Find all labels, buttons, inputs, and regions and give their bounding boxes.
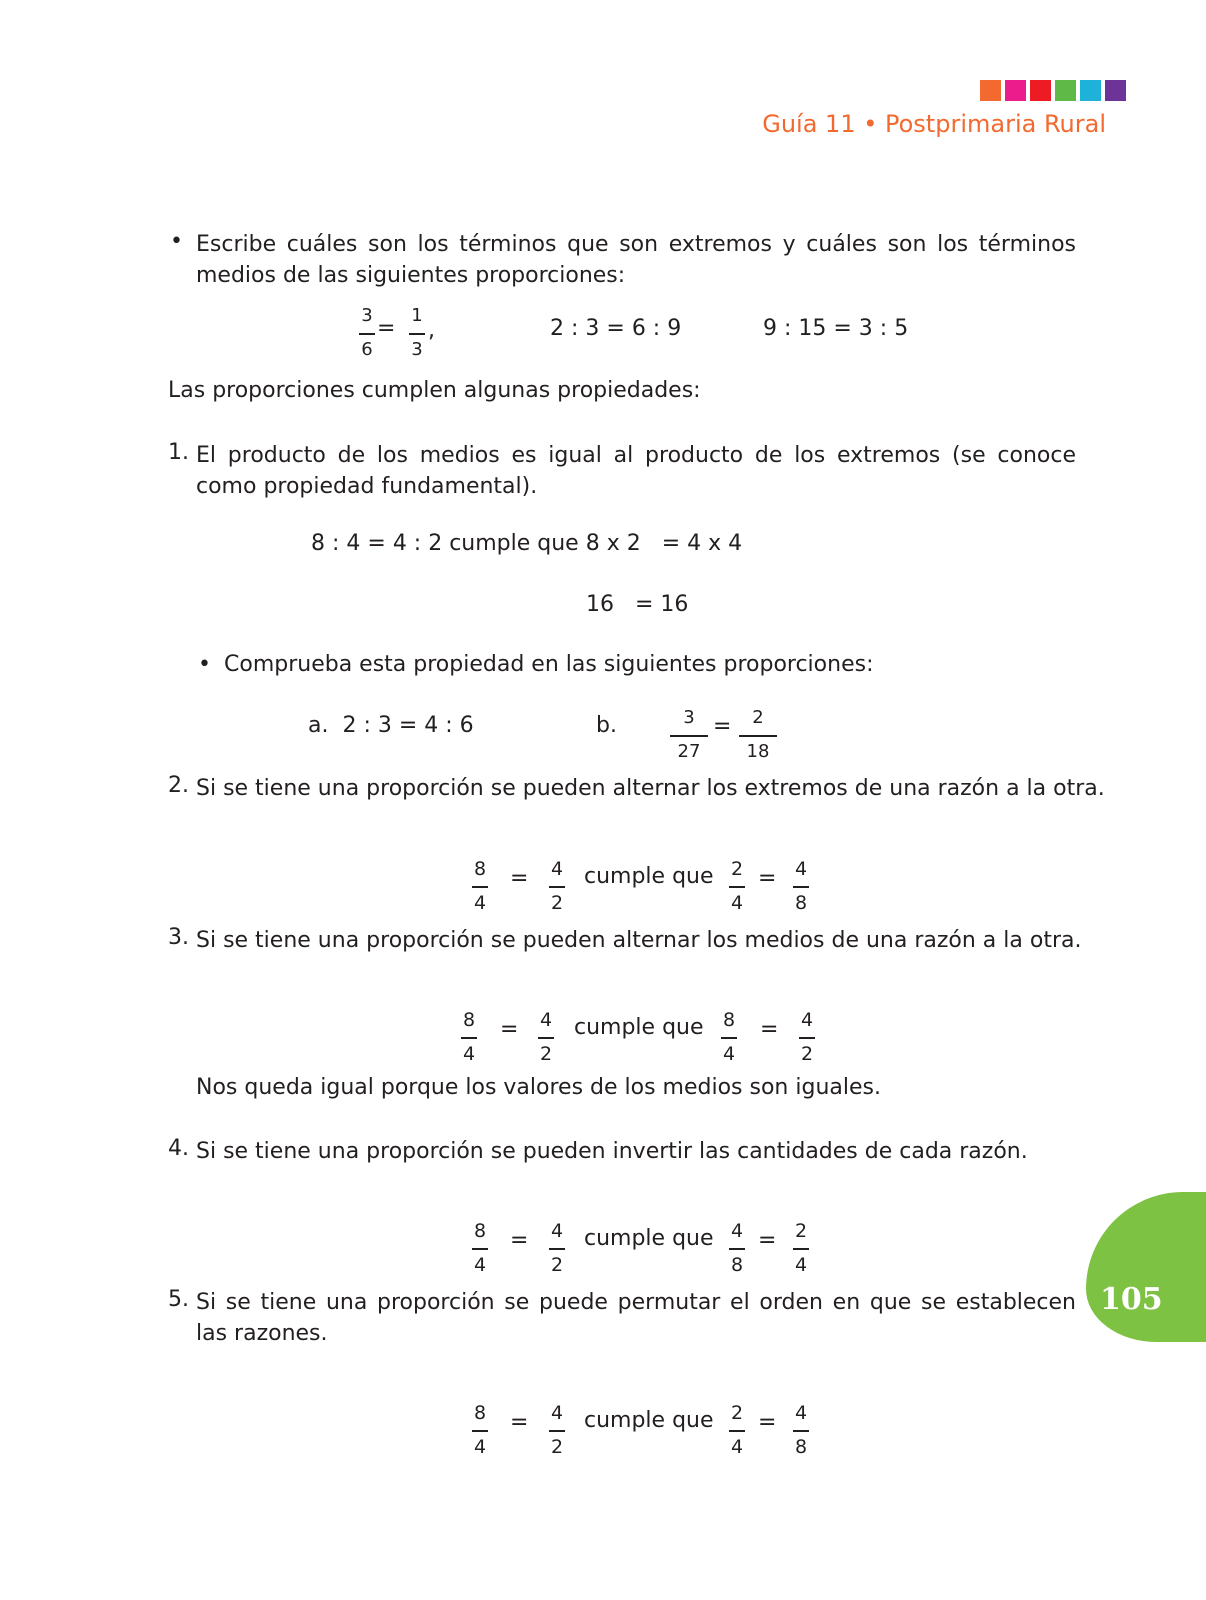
equals-sign: = — [760, 1017, 779, 1042]
prop1-text: El producto de los medios es igual al producto de los extremos (se conoce como propiedad fundamental). — [196, 443, 1076, 499]
comma: , — [428, 318, 435, 343]
bullet1-text: Escribe cuáles son los términos que son extremos y cuáles son los términos medios de las siguientes proporciones: — [196, 232, 1076, 288]
fraction: 4 2 — [550, 1402, 564, 1458]
fraction: 2 4 — [730, 858, 744, 914]
item-number: 5. — [168, 1287, 189, 1312]
prop2-text: Si se tiene una proporción se pueden alternar los extremos de una razón a la otra. — [196, 776, 1105, 801]
equals-sign: = — [510, 1228, 529, 1253]
fraction: 4 2 — [550, 858, 564, 914]
fraction: 1 3 — [402, 304, 432, 362]
fraction: 2 4 — [794, 1220, 808, 1276]
fraction: 4 8 — [794, 858, 808, 914]
fraction: 3 27 — [666, 706, 712, 764]
prop1-bullet-text: Comprueba esta propiedad en las siguientes proporciones: — [224, 652, 874, 677]
fraction: 8 4 — [722, 1009, 736, 1065]
equals-sign: = — [758, 866, 777, 891]
page-number: 105 — [1100, 1282, 1163, 1317]
prop3-text: Si se tiene una proporción se pueden alternar los medios de una razón a la otra. — [196, 928, 1082, 953]
fraction: 8 4 — [473, 1402, 487, 1458]
fraction: 2 18 — [735, 706, 781, 764]
exercise-a: a. 2 : 3 = 4 : 6 — [308, 713, 474, 738]
equals-sign: = — [758, 1228, 777, 1253]
fraction: 4 2 — [800, 1009, 814, 1065]
example-ratio-3: 9 : 15 = 3 : 5 — [763, 316, 909, 341]
exercise-b-label: b. — [596, 713, 617, 738]
prop1-example-line1: 8 : 4 = 4 : 2 cumple que 8 x 2 = 4 x 4 — [311, 531, 743, 556]
color-square-orange — [980, 80, 1001, 101]
page-number-badge — [1086, 1192, 1206, 1342]
equals-sign: = — [500, 1017, 519, 1042]
color-square-red — [1030, 80, 1051, 101]
fraction: 4 2 — [550, 1220, 564, 1276]
cumple-que-text: cumple que — [574, 1015, 704, 1040]
intro-text: Las proporciones cumplen algunas propiedades: — [168, 378, 701, 403]
item-number: 1. — [168, 440, 189, 465]
color-square-cyan — [1080, 80, 1101, 101]
fraction: 2 4 — [730, 1402, 744, 1458]
equals-sign: = — [713, 714, 732, 739]
item-number: 2. — [168, 773, 189, 798]
bullet-mark: • — [170, 229, 183, 254]
prop1-example-line2: 16 = 16 — [586, 592, 689, 617]
prop3-note: Nos queda igual porque los valores de los medios son iguales. — [196, 1075, 881, 1100]
item-number: 3. — [168, 925, 189, 950]
bullet-mark: • — [198, 652, 211, 677]
fraction: 8 4 — [473, 858, 487, 914]
cumple-que-text: cumple que — [584, 864, 714, 889]
fraction: 8 4 — [462, 1009, 476, 1065]
equals-sign: = — [377, 316, 396, 341]
equals-sign: = — [510, 1410, 529, 1435]
fraction: 3 6 — [352, 304, 382, 362]
prop5-text: Si se tiene una proporción se puede permutar el orden en que se establecen las razones. — [196, 1290, 1076, 1346]
header-title: Guía 11 • Postprimaria Rural — [762, 110, 1106, 138]
color-square-magenta — [1005, 80, 1026, 101]
prop4-text: Si se tiene una proporción se pueden invertir las cantidades de cada razón. — [196, 1139, 1028, 1164]
fraction: 4 8 — [730, 1220, 744, 1276]
example-ratio-2: 2 : 3 = 6 : 9 — [550, 316, 682, 341]
color-square-purple — [1105, 80, 1126, 101]
cumple-que-text: cumple que — [584, 1408, 714, 1433]
fraction: 8 4 — [473, 1220, 487, 1276]
equals-sign: = — [758, 1410, 777, 1435]
cumple-que-text: cumple que — [584, 1226, 714, 1251]
equals-sign: = — [510, 866, 529, 891]
fraction: 4 2 — [539, 1009, 553, 1065]
item-number: 4. — [168, 1136, 189, 1161]
color-square-green — [1055, 80, 1076, 101]
fraction: 4 8 — [794, 1402, 808, 1458]
